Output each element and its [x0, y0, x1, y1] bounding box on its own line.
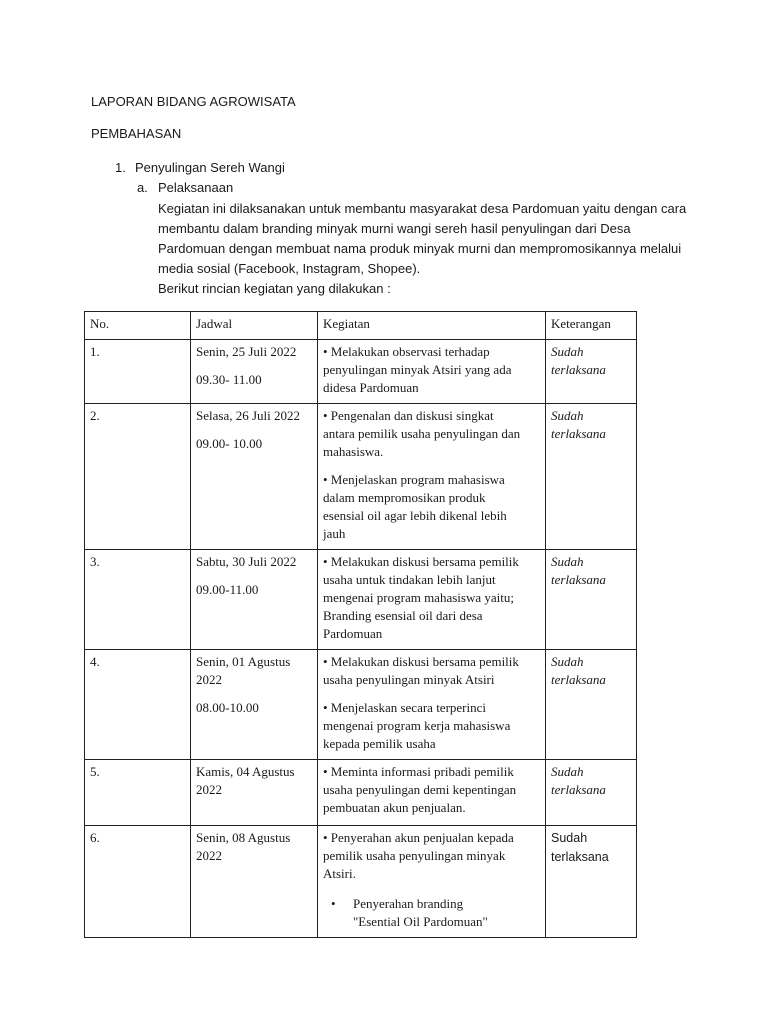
header-no: No.: [85, 312, 191, 340]
schedule-date: Senin, 01 Agustus: [196, 654, 291, 669]
activity-cell: [318, 550, 546, 650]
row-number: 2.: [85, 404, 191, 550]
activity-cell: [318, 760, 546, 826]
paragraph-line: Berikut rincian kegiatan yang dilakukan :: [158, 281, 391, 296]
activity-line: • Melakukan diskusi bersama pemilik: [323, 554, 519, 569]
activity-line: esensial oil agar lebih dikenal lebih: [323, 508, 507, 523]
activity-line: dalam mempromosikan produk: [323, 490, 486, 505]
activity-cell: [318, 650, 546, 760]
activity-line: Pardomuan: [323, 626, 383, 641]
header-keterangan: Keterangan: [546, 312, 637, 340]
row-number: 6.: [85, 826, 191, 938]
activity-line: • Melakukan diskusi bersama pemilik: [323, 654, 519, 669]
bulleted-item-text: [353, 895, 488, 931]
activity-line: pembuatan akun penjualan.: [323, 800, 466, 815]
activity-line: • Meminta informasi pribadi pemilik: [323, 764, 514, 779]
activity-line: antara pemilik usaha penyulingan dan: [323, 426, 521, 441]
schedule-date: Kamis, 04 Agustus: [196, 764, 295, 779]
sub-list-title: Pelaksanaan: [158, 180, 234, 195]
header-kegiatan: Kegiatan: [318, 312, 546, 340]
bulleted-line: Penyerahan branding: [353, 896, 464, 911]
status-text: Sudah: [551, 764, 584, 779]
row-number: 4.: [85, 650, 191, 760]
list-item-title: Penyulingan Sereh Wangi: [135, 160, 285, 175]
bulleted-line: "Esential Oil Pardomuan": [353, 914, 488, 929]
activity-cell: [318, 826, 546, 938]
status-text: terlaksana: [551, 426, 606, 441]
activity-line: pemilik usaha penyulingan minyak: [323, 848, 506, 863]
sub-list-letter: a.: [137, 180, 148, 195]
paragraph-line: Kegiatan ini dilaksanakan untuk membantu masyarakat desa Pardomuan yaitu dengan cara: [158, 201, 687, 216]
list-number: 1.: [115, 160, 126, 175]
activity-line: usaha penyulingan demi kepentingan: [323, 782, 517, 797]
paragraph-line: Pardomuan dengan membuat nama produk minyak murni dan mempromosikannya melalui: [158, 241, 682, 256]
status-cell: [546, 760, 637, 826]
activity-line: • Penyerahan akun penjualan kepada: [323, 830, 514, 845]
schedule-time: 09.30- 11.00: [196, 372, 262, 387]
schedule-date: 2022: [196, 848, 222, 863]
schedule-date: Selasa, 26 Juli 2022: [196, 408, 300, 423]
schedule-cell: [191, 760, 318, 826]
activity-line: • Menjelaskan secara terperinci: [323, 700, 486, 715]
status-text: Sudah: [551, 344, 584, 359]
activity-line: kepada pemilik usaha: [323, 736, 436, 751]
activity-line: • Menjelaskan program mahasiswa: [323, 472, 505, 487]
schedule-cell: [191, 550, 318, 650]
description-paragraph: [158, 199, 688, 299]
schedule-date: Senin, 08 Agustus: [196, 830, 291, 845]
table-row: [85, 826, 637, 938]
paragraph-line: membantu dalam branding minyak murni wangi sereh hasil penyulingan dari Desa: [158, 221, 631, 236]
table-row: [85, 550, 637, 650]
table-header-row: [85, 312, 637, 340]
activity-line: jauh: [323, 526, 346, 541]
bulleted-item: [323, 895, 540, 931]
status-cell: [546, 650, 637, 760]
activity-line: usaha untuk tindakan lebih lanjut: [323, 572, 496, 587]
schedule-date: 2022: [196, 672, 222, 687]
schedule-cell: [191, 826, 318, 938]
activity-line: usaha penyulingan minyak Atsiri: [323, 672, 495, 687]
activity-line: didesa Pardomuan: [323, 380, 419, 395]
activity-line: • Pengenalan dan diskusi singkat: [323, 408, 494, 423]
row-number: 1.: [85, 340, 191, 404]
schedule-date: 2022: [196, 782, 222, 797]
status-cell: [546, 404, 637, 550]
status-cell: [546, 826, 637, 938]
row-number: 3.: [85, 550, 191, 650]
schedule-table: [84, 311, 637, 938]
status-text: terlaksana: [551, 362, 606, 377]
schedule-time: 09.00- 10.00: [196, 436, 263, 451]
table-row: [85, 650, 637, 760]
header-jadwal: Jadwal: [191, 312, 318, 340]
schedule-cell: [191, 404, 318, 550]
schedule-time: 08.00-10.00: [196, 700, 259, 715]
status-text: terlaksana: [551, 850, 609, 864]
table-row: [85, 404, 637, 550]
status-text: Sudah: [551, 831, 588, 845]
status-text: Sudah: [551, 408, 584, 423]
table-row: [85, 340, 637, 404]
activity-line: mengenai program mahasiswa yaitu;: [323, 590, 514, 605]
report-title: LAPORAN BIDANG AGROWISATA: [91, 94, 296, 109]
schedule-date: Sabtu, 30 Juli 2022: [196, 554, 297, 569]
schedule-cell: [191, 650, 318, 760]
schedule-cell: [191, 340, 318, 404]
status-cell: [546, 550, 637, 650]
activity-cell: [318, 404, 546, 550]
activity-line: mahasiswa.: [323, 444, 384, 459]
activity-line: Atsiri.: [323, 866, 356, 881]
status-text: terlaksana: [551, 572, 606, 587]
status-text: Sudah: [551, 554, 584, 569]
status-text: Sudah: [551, 654, 584, 669]
activity-line: mengenai program kerja mahasiswa: [323, 718, 511, 733]
schedule-time: 09.00-11.00: [196, 582, 259, 597]
activity-line: penyulingan minyak Atsiri yang ada: [323, 362, 512, 377]
schedule-date: Senin, 25 Juli 2022: [196, 344, 297, 359]
status-text: terlaksana: [551, 672, 606, 687]
row-number: 5.: [85, 760, 191, 826]
status-cell: [546, 340, 637, 404]
activity-cell: [318, 340, 546, 404]
paragraph-line: media sosial (Facebook, Instagram, Shopee).: [158, 261, 421, 276]
status-text: terlaksana: [551, 782, 606, 797]
activity-line: • Melakukan observasi terhadap: [323, 344, 490, 359]
section-heading: PEMBAHASAN: [91, 126, 182, 141]
table-row: [85, 760, 637, 826]
bullet-icon: •: [331, 896, 336, 911]
activity-line: Branding esensial oil dari desa: [323, 608, 483, 623]
